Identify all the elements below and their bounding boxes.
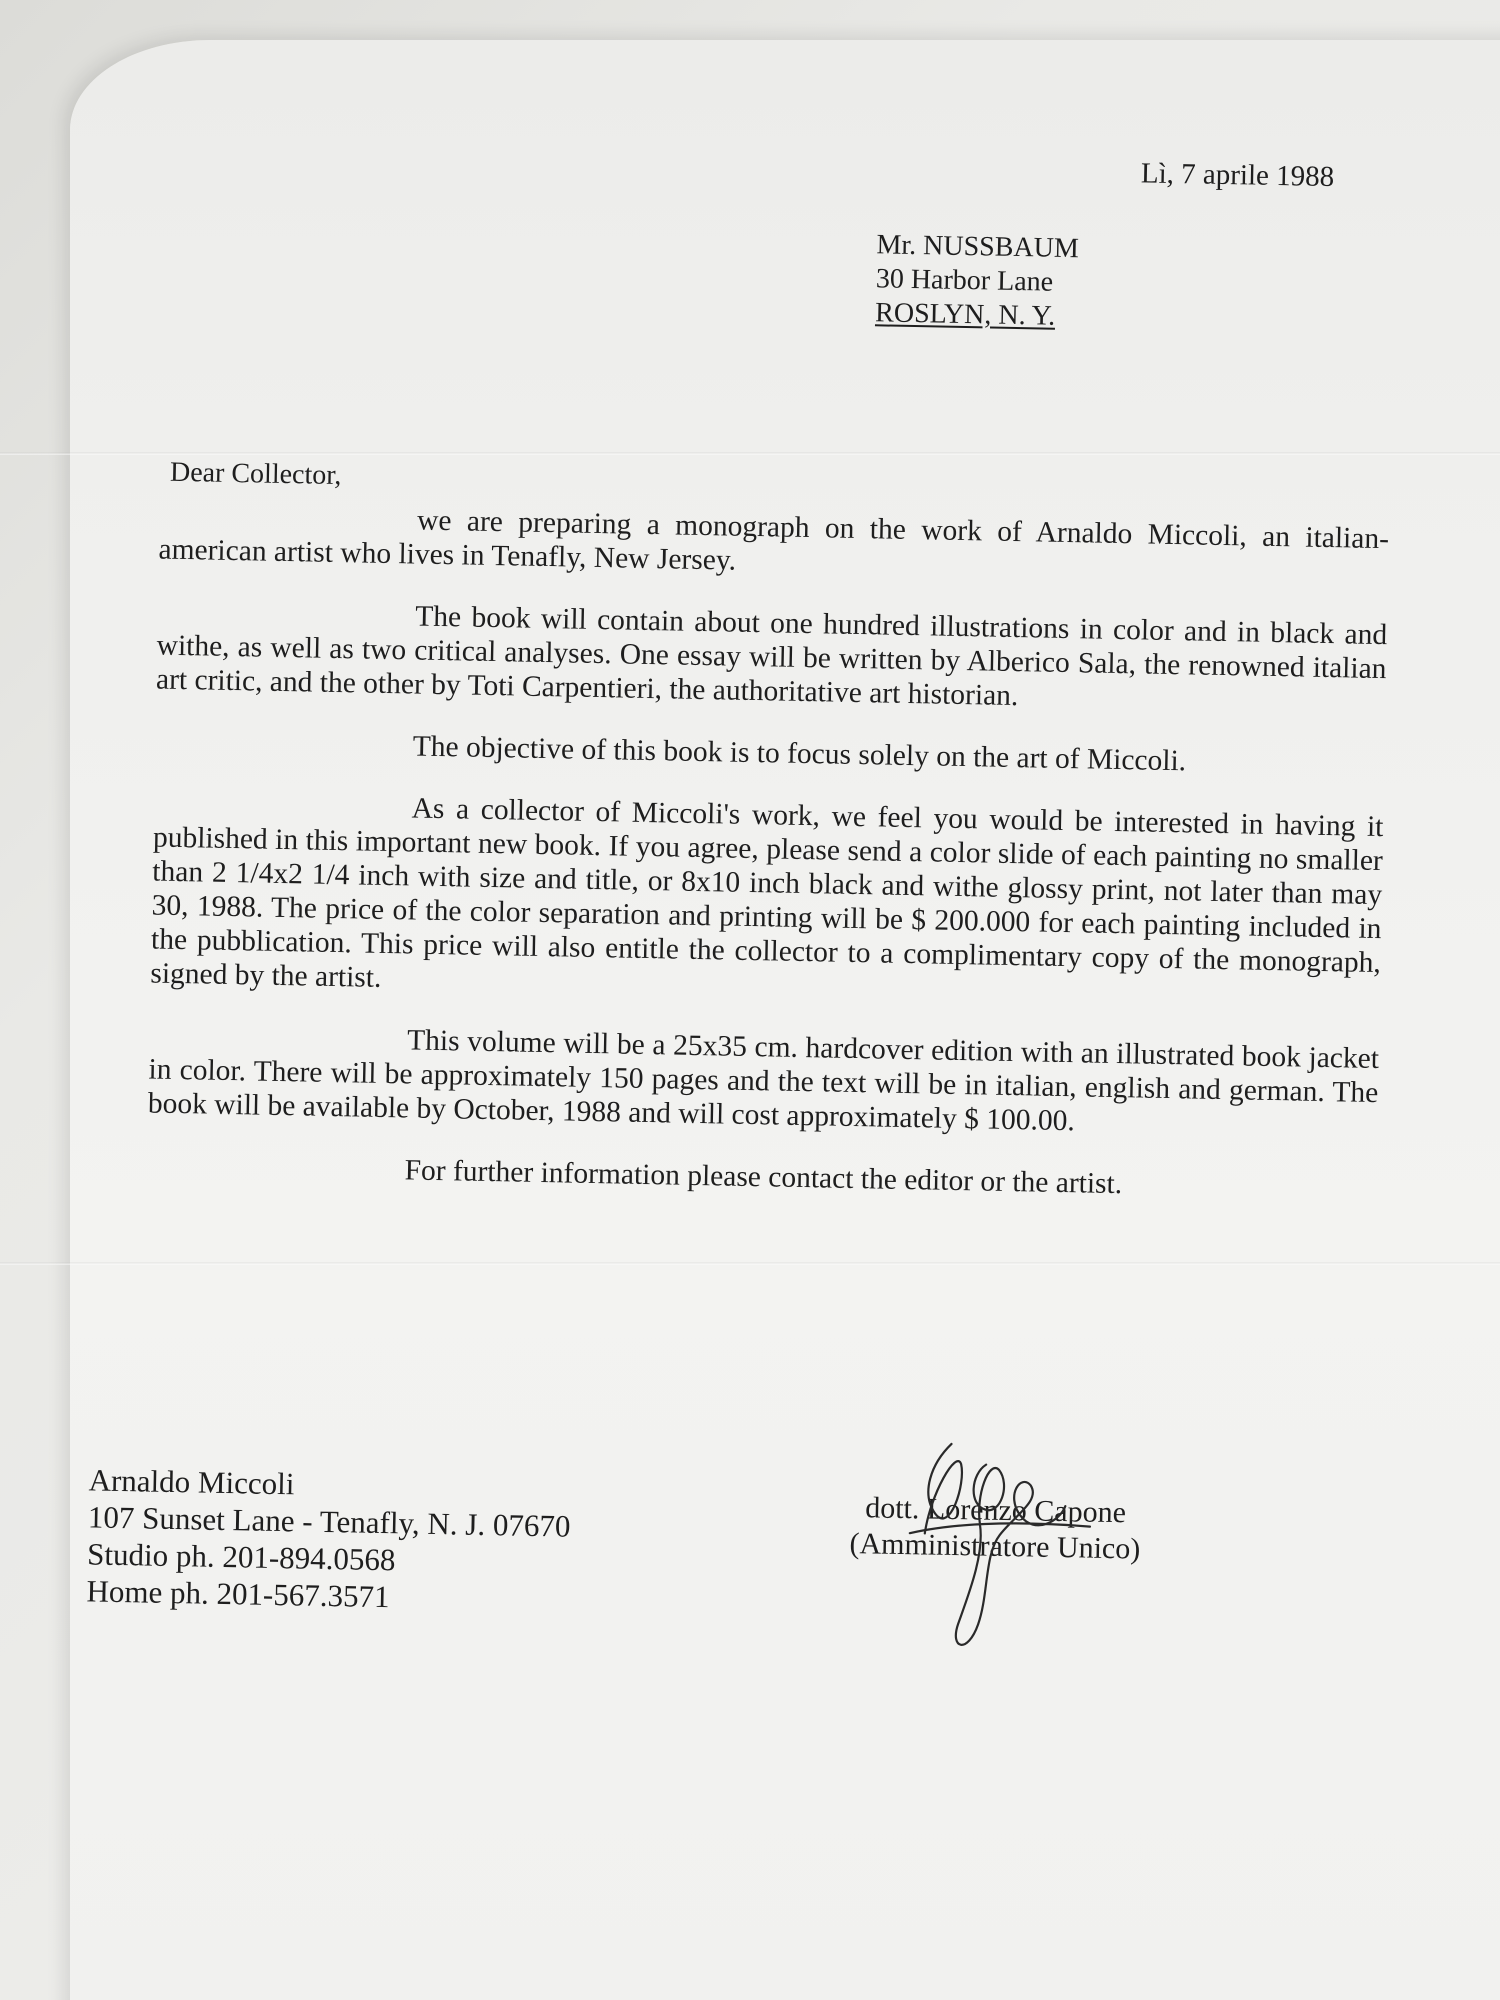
body-paragraph: we are preparing a monograph on the work of Arnaldo Miccoli, an italian-american artist who lives in Tenafly, New Jersey. <box>158 504 1390 577</box>
sender-address: 107 Sunset Lane - Tenafly, N. J. 07670 <box>87 1499 571 1544</box>
body-paragraph: For further information please contact the editor or the artist. <box>404 1154 1123 1201</box>
sender-block <box>86 1461 571 1618</box>
handwritten-signature <box>887 1423 1152 1678</box>
signatory-title: (Amministratore Unico) <box>849 1527 1141 1566</box>
sender-name: Arnaldo Miccoli <box>88 1462 295 1502</box>
sender-studio-phone: Studio ph. 201-894.0568 <box>86 1536 396 1578</box>
recipient-street: 30 Harbor Lane <box>875 263 1054 298</box>
sender-home-phone: Home ph. 201-567.3571 <box>86 1573 390 1615</box>
salutation: Dear Collector, <box>169 456 342 492</box>
recipient-name: Mr. NUSSBAUM <box>876 229 1080 265</box>
signatory-name: dott. Lorenzo Capone <box>864 1491 1127 1530</box>
body-paragraph: The book will contain about one hundred illustrations in color and in black and withe, as well as two critical analyses. One essay will be written by Alberico Sala, the renowned italian art critic, and the other by Toti Carpentieri, the authoritative art historian. <box>155 600 1388 713</box>
recipient-address <box>875 228 1079 334</box>
body-paragraph: The objective of this book is to focus solely on the art of Miccoli. <box>412 730 1187 778</box>
letter-date: Lì, 7 aprile 1988 <box>1140 157 1335 194</box>
letter-body <box>146 499 1389 1234</box>
body-paragraph: This volume will be a 25x35 cm. hardcover edition with an illustrated book jacket in color. There will be approximately 150 pages and the text will be in italian, english and german. The book will be available by October, 1988 and will cost approximately $ 100.00. <box>147 1024 1380 1138</box>
body-paragraph: As a collector of Miccoli's work, we feel you would be interested in having it published in this important new book. If you agree, please send a color slide of each painting no smaller than 2 1/4x2 1/4 inch with size and title, or 8x10 inch black and withe glossy print, not later than may 30, 1988. The price of the color separation and printing will be $ 200.000 for each painting included in the pubblication. This price will also entitle the collector to a complimentary copy of the monograph, signed by the artist. <box>150 792 1384 994</box>
recipient-city: ROSLYN, N. Y. <box>874 297 1056 332</box>
